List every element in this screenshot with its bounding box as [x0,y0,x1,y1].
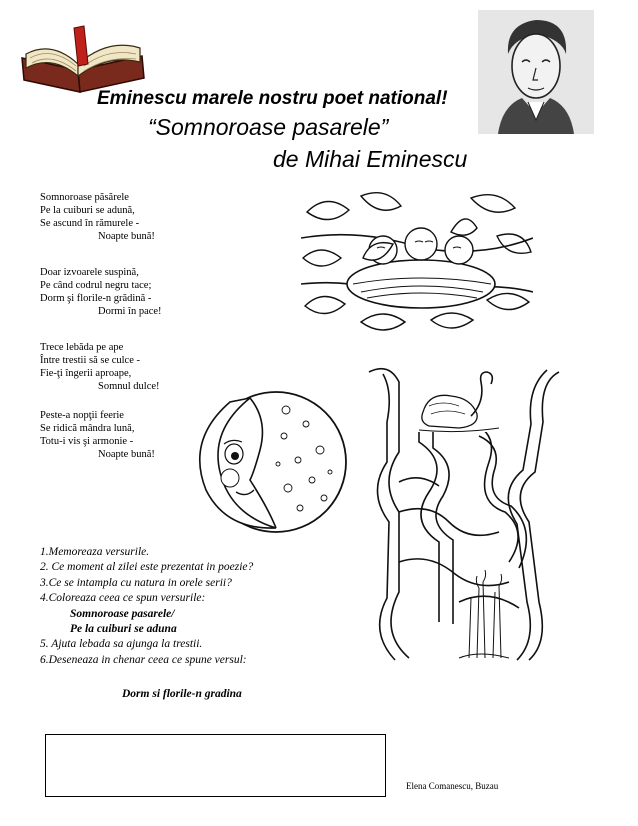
poem-line: Se ascund în rămurele - [40,218,140,229]
poem-stanza-1 [40,191,155,243]
task-item: 5. Ajuta lebada sa ajunga la trestii. [40,638,203,651]
poem-line: Peste-a nopţii feerie [40,410,124,421]
poem-stanza-4 [40,409,155,461]
poem-stanza-2 [40,266,162,318]
page-title: Eminescu marele nostru poet national! [97,88,448,109]
verse-to-draw: Dorm si florile-n gradina [122,688,242,700]
poem-line: Noapte bună! [98,449,155,460]
poem-stanza-3 [40,341,160,393]
poem-line: Somnul dulce! [98,381,160,392]
task-item: 2. Ce moment al zilei este prezentat in poezie? [40,561,254,574]
author-credit: Elena Comanescu, Buzau [406,781,499,791]
book-illustration [18,18,150,96]
poem-line: Doar izvoarele suspină, [40,267,139,278]
poem-line: Trece lebăda pe ape [40,342,124,353]
poem-line: Între trestii să se culce - [40,355,140,366]
task-verse: Somnoroase pasarele/ [70,607,175,620]
moon-illustration [190,380,348,542]
task-item: 6.Deseneaza in chenar ceea ce spune versul: [40,653,247,666]
task-item: 3.Ce se intampla cu natura in orele serii? [40,576,232,589]
task-list [40,545,253,668]
poet-portrait [478,10,594,134]
poem-line: Se ridică mândra lună, [40,423,135,434]
poem-line: Pe la cuiburi se adună, [40,205,135,216]
poem-line: Pe când codrul negru tace; [40,280,152,291]
drawing-frame[interactable] [45,734,386,797]
poem-line: Fie-ţi îngerii aproape, [40,368,132,379]
bird-nest-illustration [301,188,533,340]
poem-line: Totu-i vis şi armonie - [40,436,134,447]
poem-line: Noapte bună! [98,231,155,242]
poem-title: “Somnoroase pasarele” [148,114,389,140]
task-verse: Pe la cuiburi se aduna [70,623,177,636]
task-item: 1.Memoreaza versurile. [40,546,150,558]
task-item: 4.Coloreaza ceea ce spun versurile: [40,592,206,605]
poem-line: Dormi în pace! [98,306,162,317]
swan-maze-illustration [359,362,569,662]
poem-line: Dorm şi florile-n grădină - [40,293,152,304]
poem-author: de Mihai Eminescu [273,146,468,172]
poem-line: Somnoroase păsărele [40,192,129,203]
